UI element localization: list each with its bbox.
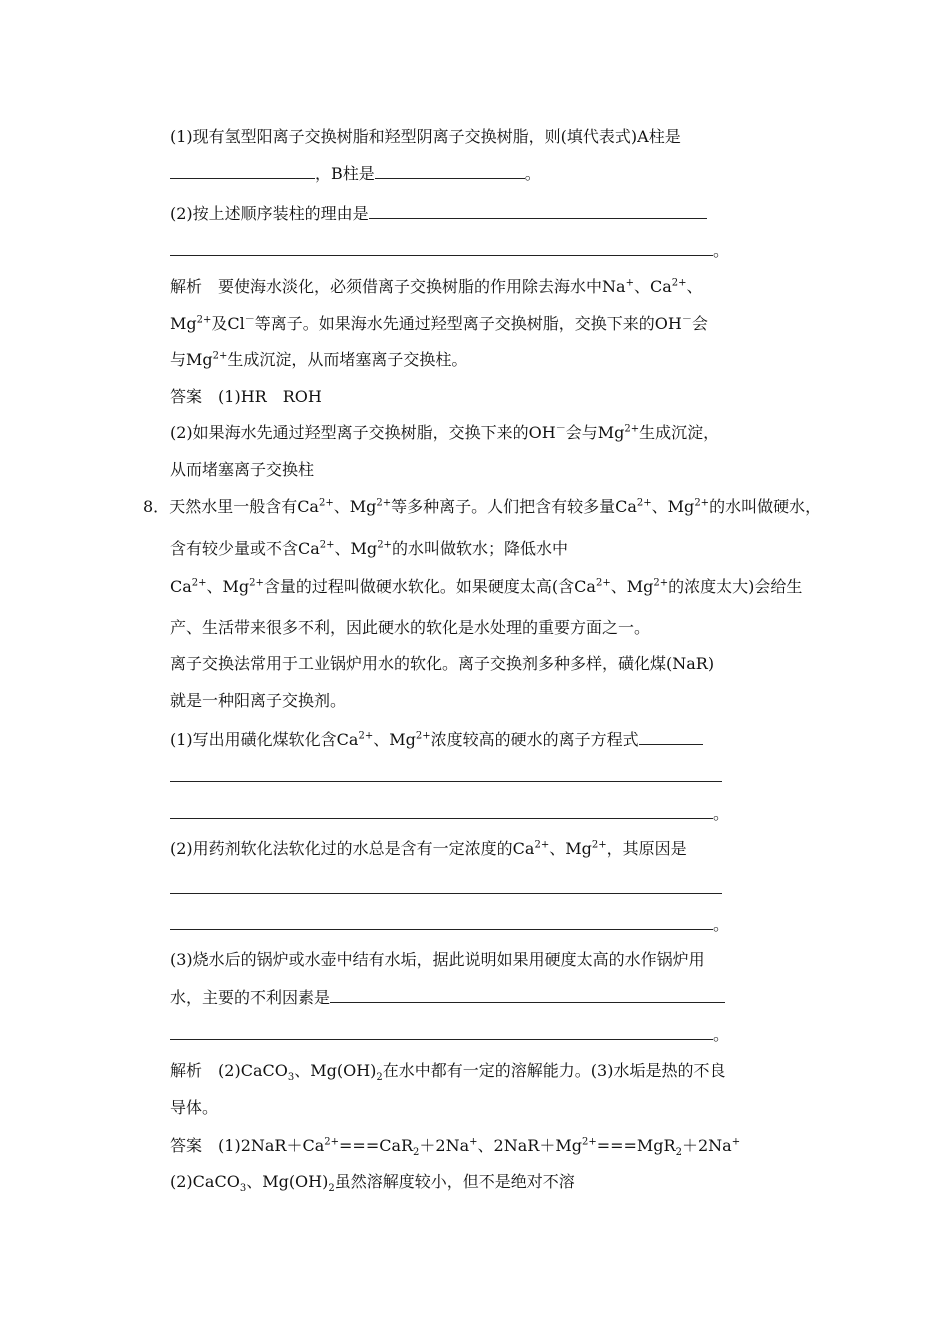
q8-stem-line6: 就是一种阳离子交换剂。 [170, 691, 347, 710]
q8-sub2-line3: 。 [170, 914, 729, 936]
q8-stem-line3: $Ca^{2+}$、$Mg^{2+}$含量的过程叫做硬水软化。如果硬度太高(含$Ca^{2+}$、$Mg^{2+}$的浓度太大)会给生 [170, 577, 803, 596]
q7-answer-line1: 答案 (1)HR ROH [170, 387, 322, 406]
question-number: 8． [143, 497, 170, 516]
q7-sub2-line1: (2)按上述顺序装柱的理由是 [170, 203, 707, 225]
q7-analysis-line2: $Mg^{2+}$及Cl－等离子。如果海水先通过羟型离子交换树脂，交换下来的OH－会 [170, 314, 708, 333]
q8-sub1-line1: (1)写出用磺化煤软化含$Ca^{2+}$、$Mg^{2+}$浓度较高的硬水的离子方程式 [170, 729, 703, 751]
q8-answer-line1: 答案 $(1)2NaR+Ca^{2+}===CaR_2+2Na^+$、$2NaR+Mg^{2+}===MgR_2+2Na^+$ [170, 1136, 741, 1159]
q7-answer-line2: (2)如果海水先通过羟型离子交换树脂，交换下来的OH－会与$Mg^{2+}$生成沉淀， [170, 423, 720, 442]
q7-sub1-line2: ，B柱是 。 [170, 163, 541, 185]
answer-blank-c[interactable] [369, 204, 707, 219]
answer-blank-i[interactable] [170, 915, 713, 930]
q8-analysis-line2: 导体。 [170, 1098, 219, 1117]
q8-stem-line4: 产、生活带来很多不利，因此硬水的软化是水处理的重要方面之一。 [170, 618, 651, 637]
answer-blank-d[interactable] [170, 241, 713, 256]
q8-answer-line2: (2)CaCO$_3$、$Mg(OH)_2$虽然溶解度较小，但不是绝对不溶 [170, 1172, 575, 1195]
q8-sub3-line3: 。 [170, 1024, 729, 1046]
q8-stem-line1: 8．天然水里一般含有$Ca^{2+}$、$Mg^{2+}$等多种离子。人们把含有较多量$Ca^{2+}$、$Mg^{2+}$的水叫做硬水， [143, 497, 822, 516]
q7-analysis-line1: 解析 要使海水淡化，必须借离子交换树脂的作用除去海水中Na+、$Ca^{2+}$、 [170, 277, 703, 296]
analysis-label: 解析 [170, 277, 203, 296]
answer-blank-e[interactable] [639, 730, 703, 745]
q7-analysis-line3: 与$Mg^{2+}$生成沉淀，从而堵塞离子交换柱。 [170, 350, 468, 369]
q8-stem-line2: 含有较少量或不含$Ca^{2+}$、$Mg^{2+}$的水叫做软水；降低水中 [170, 539, 568, 558]
q7-sub1-line1: (1)现有氢型阳离子交换树脂和羟型阴离子交换树脂，则(填代表式)A柱是 [170, 127, 681, 146]
q8-sub2-line1: (2)用药剂软化法软化过的水总是含有一定浓度的$Ca^{2+}$、$Mg^{2+}$，其原因是 [170, 839, 687, 858]
answer-blank-j[interactable] [330, 988, 725, 1003]
q8-sub3-line2: 水，主要的不利因素是 [170, 987, 725, 1009]
q8-stem-line5: 离子交换法常用于工业锅炉用水的软化。离子交换剂多种多样，磺化煤(NaR) [170, 654, 715, 673]
answer-blank-f[interactable] [170, 781, 722, 782]
answer-label: 答案 [170, 387, 203, 406]
q8-sub3-line1: (3)烧水后的锅炉或水壶中结有水垢，据此说明如果用硬度太高的水作锅炉用 [170, 950, 705, 969]
analysis-label: 解析 [170, 1061, 203, 1080]
answer-blank-h[interactable] [170, 893, 722, 894]
answer-blank-b[interactable] [375, 164, 525, 179]
q8-analysis-line1: 解析 (2)CaCO$_3$、$Mg(OH)_2$在水中都有一定的溶解能力。(3)水垢是热的不良 [170, 1061, 726, 1084]
answer-blank-k[interactable] [170, 1025, 713, 1040]
q8-sub1-line3: 。 [170, 803, 729, 825]
answer-label: 答案 [170, 1136, 203, 1155]
q7-answer-line3: 从而堵塞离子交换柱 [170, 460, 315, 479]
answer-blank-a[interactable] [170, 164, 315, 179]
q7-sub2-line2: 。 [170, 240, 729, 262]
answer-blank-g[interactable] [170, 804, 713, 819]
